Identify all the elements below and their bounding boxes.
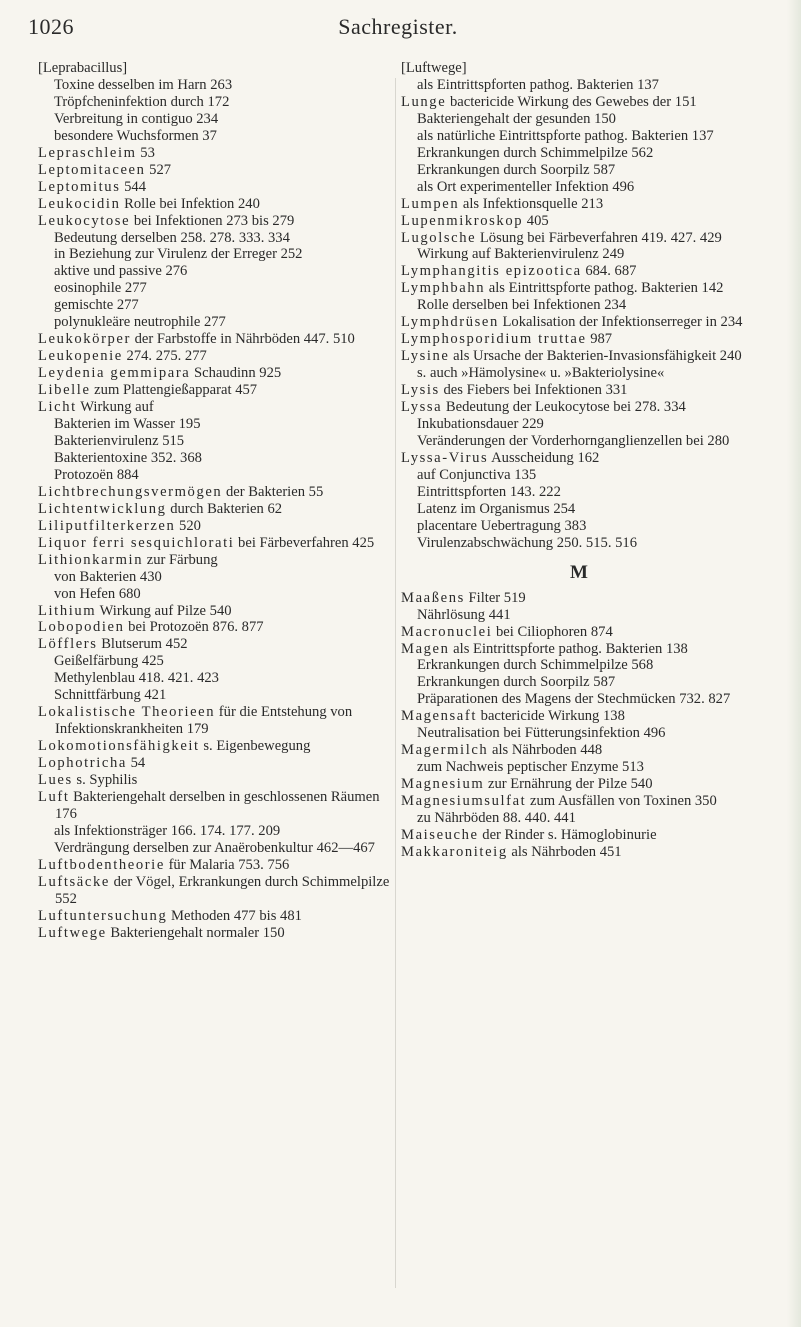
index-text: aktive und passive 276 bbox=[54, 263, 188, 280]
index-term: Liquor ferri sesquichlorati bbox=[38, 534, 235, 551]
index-text: zum Nachweis peptischer Enzyme 513 bbox=[417, 759, 644, 776]
index-subentry bbox=[401, 77, 757, 94]
index-entry bbox=[38, 535, 394, 552]
index-text: Rolle derselben bei Infektionen 234 bbox=[417, 297, 627, 314]
index-subentry bbox=[38, 416, 394, 433]
index-term: Maiseuche bbox=[401, 826, 479, 843]
index-text: als natürliche Eintrittspforte pathog. Bakterien 137 bbox=[417, 127, 714, 144]
index-entry bbox=[401, 60, 757, 77]
index-term: Lyssa bbox=[401, 399, 443, 416]
index-term: Lugolsche bbox=[401, 229, 477, 246]
index-term: Leptomitus bbox=[38, 178, 121, 195]
index-text: bei Infektionen 273 bis 279 bbox=[130, 212, 295, 229]
index-subentry bbox=[38, 823, 394, 840]
index-text: 684. 687 bbox=[581, 263, 637, 280]
index-text: s. Syphilis bbox=[72, 772, 138, 789]
index-column-left bbox=[38, 60, 394, 942]
index-term: Leukocidin bbox=[38, 195, 121, 212]
index-entry bbox=[401, 263, 757, 280]
index-text: placentare Uebertragung 383 bbox=[417, 517, 587, 534]
index-text: Blutserum 452 bbox=[97, 636, 188, 653]
index-text: [Luftwege] bbox=[401, 60, 467, 76]
index-subentry bbox=[401, 246, 757, 263]
index-subentry bbox=[38, 280, 394, 297]
index-text: eosinophile 277 bbox=[54, 280, 147, 297]
index-entry bbox=[38, 60, 394, 77]
index-text: Erkrankungen durch Soorpilz 587 bbox=[417, 674, 616, 691]
index-text: Inkubationsdauer 229 bbox=[417, 416, 544, 433]
index-entry bbox=[38, 382, 394, 399]
section-letter-heading: M bbox=[570, 561, 588, 583]
index-column-right bbox=[401, 60, 757, 861]
index-entry bbox=[38, 908, 394, 925]
index-term: Libelle bbox=[38, 382, 91, 399]
index-text: Bedeutung derselben 258. 278. 333. 334 bbox=[54, 229, 290, 246]
index-entry bbox=[401, 827, 757, 844]
index-term: Lokomotionsfähigkeit bbox=[38, 738, 200, 755]
index-subentry bbox=[401, 111, 757, 128]
index-subentry bbox=[38, 653, 394, 670]
index-term: Magensaft bbox=[401, 708, 477, 725]
index-entry bbox=[38, 196, 394, 213]
index-text: Virulenzabschwächung 250. 515. 516 bbox=[417, 534, 638, 551]
index-entry bbox=[401, 94, 757, 111]
index-text: Verbreitung in contiguo 234 bbox=[54, 110, 219, 127]
page-header bbox=[28, 14, 768, 44]
index-entry bbox=[38, 365, 394, 382]
index-text: Wirkung auf Pilze 540 bbox=[96, 602, 232, 619]
index-term: Lithium bbox=[38, 602, 97, 619]
index-term: Lysine bbox=[401, 348, 450, 365]
index-term: Lichtentwicklung bbox=[38, 500, 167, 517]
index-subentry bbox=[38, 687, 394, 704]
index-text: des Fiebers bei Infektionen 331 bbox=[439, 382, 628, 399]
index-text: als Ort experimenteller Infektion 496 bbox=[417, 178, 635, 195]
index-text: Schnittfärbung 421 bbox=[54, 687, 167, 704]
index-text: Lösung bei Färbeverfahren 419. 427. 429 bbox=[476, 229, 722, 246]
index-text: Bakteriengehalt derselben in geschlossenen Räumen 176 bbox=[55, 788, 380, 822]
index-subentry bbox=[401, 607, 757, 624]
index-entry bbox=[38, 925, 394, 942]
index-term: Leptomitaceen bbox=[38, 161, 146, 178]
index-term: Lunge bbox=[401, 93, 447, 110]
index-text: 987 bbox=[586, 331, 613, 348]
index-text: zum Plattengießapparat 457 bbox=[90, 382, 258, 399]
index-text: bactericide Wirkung 138 bbox=[477, 708, 625, 725]
index-text: Bakterien im Wasser 195 bbox=[54, 416, 201, 433]
index-subentry bbox=[401, 484, 757, 501]
index-entry bbox=[401, 844, 757, 861]
index-entry bbox=[38, 348, 394, 365]
index-entry bbox=[38, 704, 394, 738]
index-text: zu Nährböden 88. 440. 441 bbox=[417, 810, 576, 827]
index-text: als Nährboden 451 bbox=[507, 843, 622, 860]
index-entry bbox=[401, 776, 757, 793]
index-subentry bbox=[38, 467, 394, 484]
index-text: Methylenblau 418. 421. 423 bbox=[54, 670, 219, 687]
index-term: Leukopenie bbox=[38, 348, 123, 365]
index-text: Erkrankungen durch Schimmelpilze 568 bbox=[417, 657, 654, 674]
index-term: Lymphangitis epizootica bbox=[401, 263, 582, 280]
index-term: Magnesiumsulfat bbox=[401, 793, 527, 810]
index-term: Macronuclei bbox=[401, 623, 493, 640]
index-term: Maaßens bbox=[401, 589, 465, 606]
index-text: Lokalisation der Infektionserreger in 234 bbox=[498, 314, 743, 331]
index-text: s. Eigenbewegung bbox=[199, 738, 311, 755]
index-term: Lichtbrechungsvermögen bbox=[38, 483, 223, 500]
column-divider bbox=[395, 78, 396, 1288]
index-term: Luftbodentheorie bbox=[38, 856, 165, 873]
index-entry bbox=[38, 213, 394, 230]
index-term: Lymphbahn bbox=[401, 280, 486, 297]
index-text: 527 bbox=[145, 161, 172, 178]
index-term: Löfflers bbox=[38, 636, 98, 653]
index-subentry bbox=[401, 725, 757, 742]
index-term: Lithionkarmin bbox=[38, 551, 144, 568]
index-entry bbox=[38, 399, 394, 416]
index-text: der Farbstoffe in Nährböden 447. 510 bbox=[130, 331, 355, 348]
index-text: Schaudinn 925 bbox=[190, 365, 282, 382]
index-text: Eintrittspforten 143. 222 bbox=[417, 483, 561, 500]
index-entry bbox=[38, 145, 394, 162]
index-subentry bbox=[38, 77, 394, 94]
index-entry bbox=[38, 518, 394, 535]
index-text: Veränderungen der Vorderhornganglienzellen bei 280 bbox=[417, 432, 730, 449]
index-entry bbox=[401, 348, 757, 365]
index-text: Wirkung auf bbox=[76, 399, 154, 416]
index-term: Lymphosporidium truttae bbox=[401, 331, 587, 348]
index-term: Lobopodien bbox=[38, 619, 125, 636]
index-term: Leukokörper bbox=[38, 331, 131, 348]
index-term: Liliputfilterkerzen bbox=[38, 517, 176, 534]
index-text: s. auch »Hämolysine« u. »Bakteriolysine« bbox=[417, 365, 665, 382]
index-subentry bbox=[38, 433, 394, 450]
index-subentry bbox=[401, 501, 757, 518]
index-entry bbox=[401, 331, 757, 348]
index-text: von Hefen 680 bbox=[54, 585, 141, 602]
index-text: für die Entstehung von Infektionskrankheiten 179 bbox=[55, 704, 353, 738]
index-entry bbox=[401, 590, 757, 607]
index-subentry bbox=[38, 670, 394, 687]
index-text: 520 bbox=[175, 517, 201, 534]
index-text: zur Färbung bbox=[143, 551, 218, 568]
index-entry bbox=[38, 874, 394, 908]
index-text: bei Färbeverfahren 425 bbox=[234, 534, 375, 551]
index-text: polynukleäre neutrophile 277 bbox=[54, 314, 226, 331]
index-text: als Ursache der Bakterien-Invasionsfähigkeit 240 bbox=[449, 348, 742, 365]
index-text: Protozoën 884 bbox=[54, 466, 139, 483]
index-text: Wirkung auf Bakterienvirulenz 249 bbox=[417, 246, 625, 263]
index-term: Luftsäcke bbox=[38, 873, 110, 890]
index-entry bbox=[401, 624, 757, 641]
index-entry bbox=[401, 382, 757, 399]
index-text: Tröpfcheninfektion durch 172 bbox=[54, 93, 230, 110]
index-term: Lymphdrüsen bbox=[401, 314, 499, 331]
index-entry bbox=[38, 636, 394, 653]
index-entry bbox=[401, 793, 757, 810]
index-subentry bbox=[401, 162, 757, 179]
index-text: für Malaria 753. 756 bbox=[164, 856, 290, 873]
index-term: Licht bbox=[38, 399, 77, 416]
index-text: auf Conjunctiva 135 bbox=[417, 466, 537, 483]
index-subentry bbox=[401, 657, 757, 674]
index-subentry bbox=[401, 467, 757, 484]
index-subentry bbox=[401, 810, 757, 827]
index-term: Lepraschleim bbox=[38, 144, 137, 161]
index-subentry bbox=[38, 94, 394, 111]
index-subentry bbox=[401, 128, 757, 145]
index-text: Bakterientoxine 352. 368 bbox=[54, 449, 202, 466]
index-text: als Infektionsquelle 213 bbox=[459, 195, 604, 212]
index-subentry bbox=[401, 691, 757, 708]
index-entry bbox=[401, 450, 757, 467]
index-text: Rolle bei Infektion 240 bbox=[120, 195, 260, 212]
index-term: Lumpen bbox=[401, 195, 460, 212]
index-text: Toxine desselben im Harn 263 bbox=[54, 76, 233, 93]
index-entry bbox=[38, 484, 394, 501]
index-text: 405 bbox=[523, 212, 549, 229]
index-text: Methoden 477 bis 481 bbox=[167, 907, 302, 924]
index-text: als Eintrittspforte pathog. Bakterien 142 bbox=[485, 280, 724, 297]
index-subentry bbox=[401, 416, 757, 433]
index-entry bbox=[38, 857, 394, 874]
index-term: Magermilch bbox=[401, 742, 489, 759]
index-text: Präparationen des Magens der Stechmücken 732. 827 bbox=[417, 691, 731, 708]
index-term: Luftuntersuchung bbox=[38, 907, 168, 924]
index-subentry bbox=[38, 314, 394, 331]
index-text: durch Bakterien 62 bbox=[166, 500, 283, 517]
index-text: bei Protozoën 876. 877 bbox=[124, 619, 264, 636]
index-text: Filter 519 bbox=[464, 589, 526, 606]
index-subentry bbox=[401, 433, 757, 450]
index-text: der Bakterien 55 bbox=[222, 483, 324, 500]
index-entry bbox=[38, 755, 394, 772]
index-text: gemischte 277 bbox=[54, 297, 139, 314]
index-text: Neutralisation bei Fütterungsinfektion 496 bbox=[417, 725, 666, 742]
index-text: 544 bbox=[120, 178, 147, 195]
index-entry bbox=[401, 641, 757, 658]
index-text: [Leprabacillus] bbox=[38, 60, 128, 76]
index-entry bbox=[38, 331, 394, 348]
index-term: Leukocytose bbox=[38, 212, 131, 229]
index-text: Bedeutung der Leukocytose bei 278. 334 bbox=[442, 399, 686, 416]
page-edge-shadow bbox=[787, 0, 801, 1327]
index-entry bbox=[401, 742, 757, 759]
index-term: Lokalistische Theorieen bbox=[38, 704, 216, 721]
index-text: bactericide Wirkung des Gewebes der 151 bbox=[446, 93, 697, 110]
index-term: Lues bbox=[38, 772, 73, 789]
index-text: als Infektionsträger 166. 174. 177. 209 bbox=[54, 822, 281, 839]
index-term: Lophotricha bbox=[38, 755, 127, 772]
index-text: Bakteriengehalt normaler 150 bbox=[106, 924, 285, 941]
index-subentry bbox=[38, 263, 394, 280]
index-text: besondere Wuchsformen 37 bbox=[54, 127, 217, 144]
index-subentry bbox=[401, 535, 757, 552]
index-text: Geißelfärbung 425 bbox=[54, 653, 164, 670]
index-text: von Bakterien 430 bbox=[54, 568, 162, 585]
index-entry bbox=[38, 501, 394, 518]
index-text: zum Ausfällen von Toxinen 350 bbox=[526, 793, 717, 810]
index-text: Bakteriengehalt der gesunden 150 bbox=[417, 110, 616, 127]
index-subentry bbox=[401, 674, 757, 691]
index-text: der Vögel, Erkrankungen durch Schimmelpilze 552 bbox=[55, 873, 390, 907]
index-text: 53 bbox=[136, 144, 155, 161]
index-entry bbox=[401, 399, 757, 416]
index-subentry bbox=[401, 145, 757, 162]
index-subentry bbox=[38, 246, 394, 263]
index-text: in Beziehung zur Virulenz der Erreger 252 bbox=[54, 246, 303, 263]
index-term: Leydenia gemmipara bbox=[38, 365, 191, 382]
index-term: Luftwege bbox=[38, 924, 107, 941]
index-subentry bbox=[401, 179, 757, 196]
index-entry bbox=[38, 789, 394, 823]
index-term: Lyssa-Virus bbox=[401, 449, 489, 466]
index-subentry bbox=[401, 518, 757, 535]
index-term: Lupenmikroskop bbox=[401, 212, 524, 229]
index-entry bbox=[38, 738, 394, 755]
index-entry bbox=[401, 230, 757, 247]
index-text: Ausscheidung 162 bbox=[488, 449, 600, 466]
index-subentry bbox=[38, 450, 394, 467]
index-entry bbox=[38, 772, 394, 789]
index-term: Magen bbox=[401, 640, 450, 657]
index-text: Verdrängung derselben zur Anaërobenkultur 462—467 bbox=[54, 839, 375, 856]
index-subentry bbox=[38, 840, 394, 857]
index-text: als Eintrittspforten pathog. Bakterien 137 bbox=[417, 76, 659, 93]
index-entry bbox=[401, 280, 757, 297]
index-subentry bbox=[401, 365, 757, 382]
index-entry bbox=[401, 196, 757, 213]
index-term: Lysis bbox=[401, 382, 440, 399]
index-term: Makkaroniteig bbox=[401, 843, 508, 860]
index-subentry bbox=[38, 297, 394, 314]
index-text: 274. 275. 277 bbox=[122, 348, 207, 365]
index-text: Nährlösung 441 bbox=[417, 606, 511, 623]
index-entry bbox=[38, 603, 394, 620]
index-text: bei Ciliophoren 874 bbox=[492, 623, 613, 640]
index-text: als Nährboden 448 bbox=[488, 742, 603, 759]
index-entry bbox=[401, 708, 757, 725]
index-entry bbox=[38, 162, 394, 179]
index-entry bbox=[38, 179, 394, 196]
index-subentry bbox=[38, 569, 394, 586]
index-text: als Eintrittspforte pathog. Bakterien 138 bbox=[449, 640, 688, 657]
index-entry bbox=[401, 314, 757, 331]
index-text: 54 bbox=[126, 755, 146, 772]
index-subentry bbox=[401, 759, 757, 776]
index-term: Magnesium bbox=[401, 776, 485, 793]
running-head: Sachregister. bbox=[338, 14, 458, 39]
index-text: Erkrankungen durch Soorpilz 587 bbox=[417, 161, 616, 178]
index-text: der Rinder s. Hämoglobinurie bbox=[478, 826, 657, 843]
index-term: Luft bbox=[38, 788, 70, 805]
page-number: 1026 bbox=[28, 14, 74, 39]
index-entry bbox=[401, 213, 757, 230]
index-text: Bakterienvirulenz 515 bbox=[54, 432, 185, 449]
index-text: Erkrankungen durch Schimmelpilze 562 bbox=[417, 144, 654, 161]
index-text: zur Ernährung der Pilze 540 bbox=[484, 776, 653, 793]
index-entry bbox=[38, 552, 394, 569]
index-subentry bbox=[38, 230, 394, 247]
index-text: Latenz im Organismus 254 bbox=[417, 500, 576, 517]
index-subentry bbox=[38, 586, 394, 603]
index-subentry bbox=[38, 111, 394, 128]
index-subentry bbox=[38, 128, 394, 145]
index-entry bbox=[38, 619, 394, 636]
index-subentry bbox=[401, 297, 757, 314]
